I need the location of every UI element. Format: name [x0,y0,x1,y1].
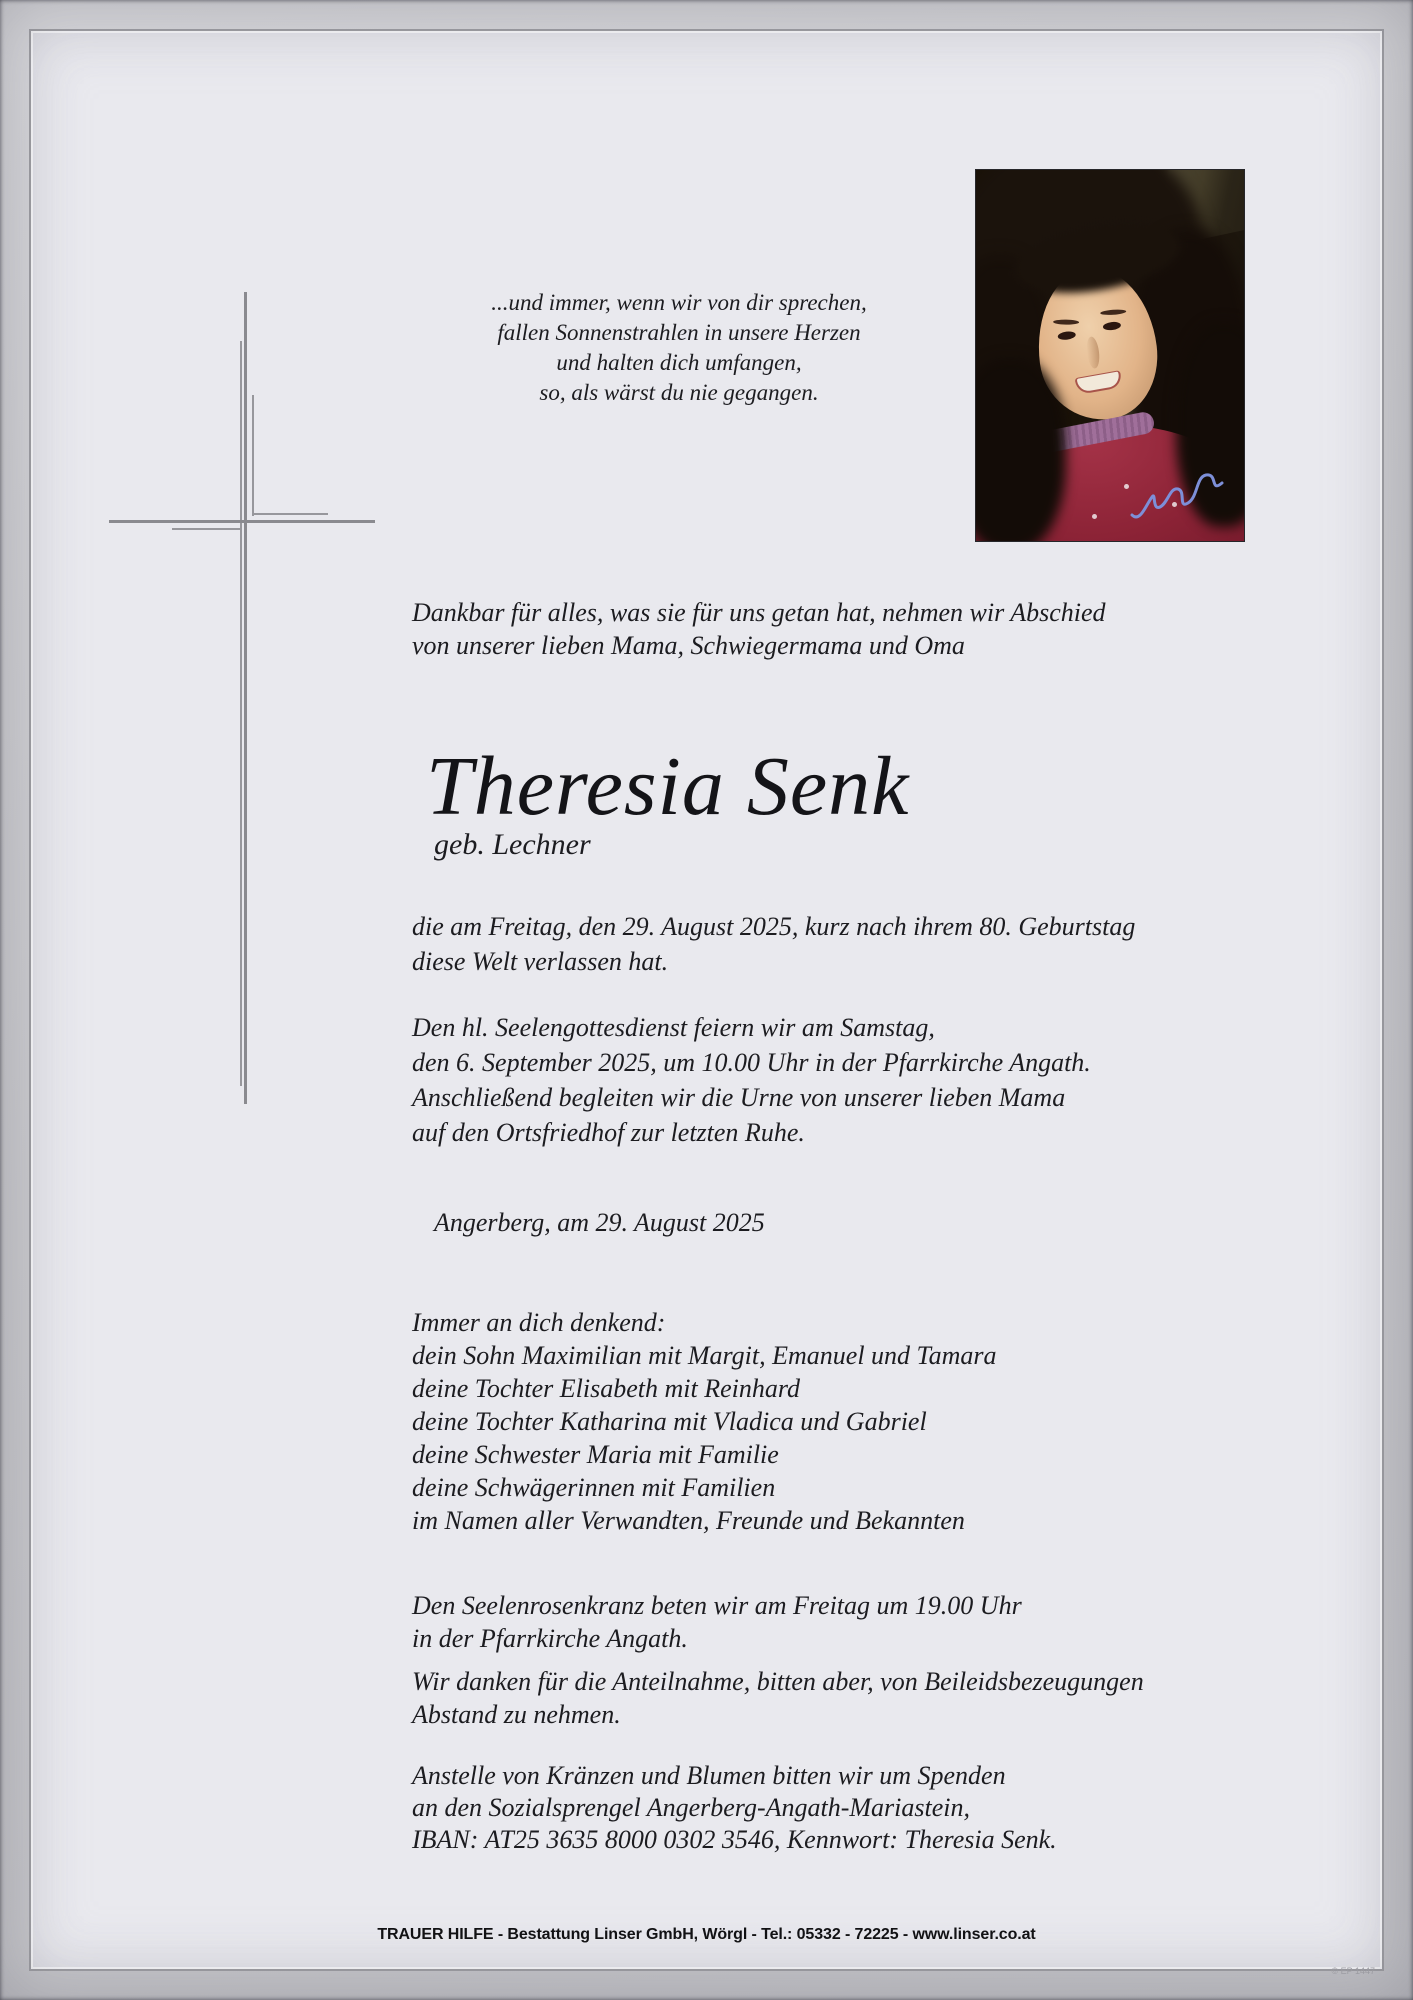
cross-line-horizontal-lower [172,528,240,530]
cross-line-vertical-main [244,292,247,1104]
condolence-note [412,1665,1144,1731]
eyebrow-shape [1053,319,1079,324]
text-line: Immer an dich denkend: [412,1308,666,1337]
text-line: deine Tochter Elisabeth mit Reinhard [412,1374,801,1403]
cross-line-vertical-left [240,341,242,1086]
poem [429,288,929,408]
text-line: ...und immer, wenn wir von dir sprechen, [491,290,867,315]
portrait-photo [975,169,1245,542]
signature-scribble [1126,453,1236,533]
text-line: Den Seelenrosenkranz beten wir am Freitag um 19.00 Uhr [412,1591,1022,1620]
text-line: Abstand zu nehmen. [412,1700,621,1729]
text-line: Den hl. Seelengottesdienst feiern wir am Samstag, [412,1013,935,1042]
text-line: diese Welt verlassen hat. [412,947,669,976]
death-notice [412,909,1135,979]
eye-shape [1103,321,1122,331]
text-line: so, als wärst du nie gegangen. [539,380,819,405]
text-line: und halten dich umfangen, [556,350,802,375]
remembrance-list [412,1306,997,1537]
cross-line-horizontal-main [109,520,375,523]
text-line: in der Pfarrkirche Angath. [412,1624,688,1653]
dateline: Angerberg, am 29. August 2025 [434,1208,765,1237]
text-line: IBAN: AT25 3635 8000 0302 3546, Kennwort: Theresia Senk. [412,1825,1057,1854]
text-line: dein Sohn Maximilian mit Margit, Emanuel und Tamara [412,1341,997,1370]
text-line: an den Sozialsprengel Angerberg-Angath-Mariastein, [412,1793,970,1822]
eye-shape [1057,331,1076,341]
cross-line-vertical-right [252,395,254,516]
text-line: im Namen aller Verwandten, Freunde und Bekannten [412,1506,965,1535]
print-mark: © EP 1447 [1331,1966,1375,1976]
text-line: Anstelle von Kränzen und Blumen bitten wir um Spenden [412,1761,1006,1790]
text-line: Dankbar für alles, was sie für uns getan hat, nehmen wir Abschied [412,598,1106,627]
text-line: von unserer lieben Mama, Schwiegermama und Oma [412,631,965,660]
text-line: auf den Ortsfriedhof zur letzten Ruhe. [412,1118,805,1147]
funeral-service-info [412,1010,1091,1150]
deceased-name: Theresia Senk [426,740,910,833]
cross-line-horizontal-upper [252,513,328,515]
text-line: deine Schwester Maria mit Familie [412,1440,779,1469]
hair-shape [975,358,1066,542]
rosary-info [412,1589,1022,1655]
text-line: deine Tochter Katharina mit Vladica und Gabriel [412,1407,927,1436]
eyebrow-shape [1100,309,1126,316]
text-line: deine Schwägerinnen mit Familien [412,1473,776,1502]
intro-text [412,596,1106,662]
text-line: den 6. September 2025, um 10.00 Uhr in der Pfarrkirche Angath. [412,1048,1091,1077]
text-line: fallen Sonnenstrahlen in unsere Herzen [497,320,861,345]
nose-shape [1085,336,1101,369]
maiden-name: geb. Lechner [434,828,591,861]
text-line: Anschließend begleiten wir die Urne von unserer lieben Mama [412,1083,1066,1112]
donation-request [412,1760,1057,1856]
funeral-home-footer: TRAUER HILFE - Bestattung Linser GmbH, Wörgl - Tel.: 05332 - 72225 - www.linser.co.at [377,1926,1036,1943]
text-line: Wir danken für die Anteilnahme, bitten aber, von Beileidsbezeugungen [412,1667,1144,1696]
text-line: die am Freitag, den 29. August 2025, kurz nach ihrem 80. Geburtstag [412,912,1136,941]
sweater-dot [1092,514,1097,519]
smile-shape [1075,370,1123,395]
